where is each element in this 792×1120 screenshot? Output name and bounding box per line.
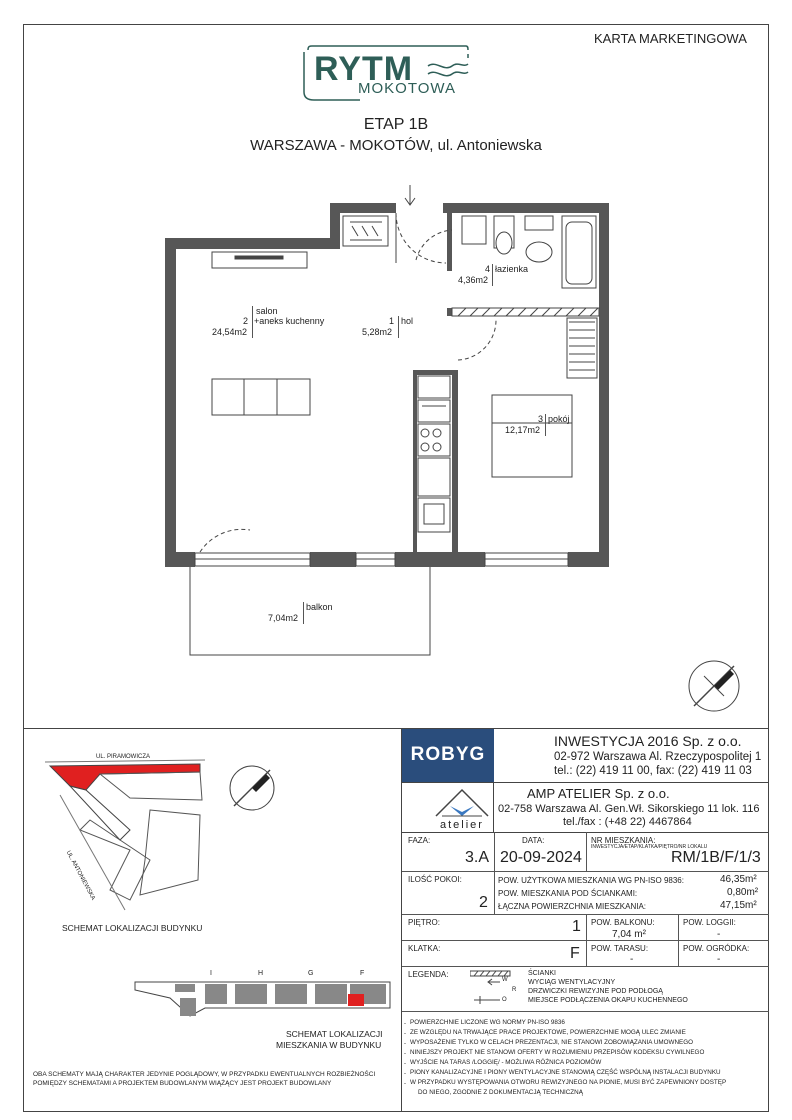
ogrodek-value: - — [717, 954, 721, 965]
disclaimer-line-1: OBA SCHEMATY MAJĄ CHARAKTER JEDYNIE POGLĄDOWY, W PRZYPADKU EWENTUALNYCH ROZBIEŻNOŚCI — [33, 1071, 376, 1078]
taras-value: - — [630, 954, 634, 965]
card-type: KARTA MARKETINGOWA — [594, 31, 747, 46]
note-4: NINIEJSZY PROJEKT NIE STANOWI OFERTY W ROZUMIENIU PRZEPISÓW KODEKSU CYWILNEGO — [410, 1049, 705, 1056]
room-salon-num: 2 — [243, 316, 249, 326]
architect-name: AMP ATELIER Sp. z o.o. — [527, 786, 670, 801]
note-3: WYPOSAŻENIE TYLKO W CELACH PREZENTACJI, NIE STANOWI ZOBOWIĄZANIA UMOWNEGO — [410, 1039, 694, 1046]
room-pokoj-area: 12,17m2 — [505, 425, 541, 435]
data-value: 20-09-2024 — [500, 849, 582, 866]
architect-phone: tel./fax : (+48 22) 4467864 — [563, 816, 692, 828]
room-lazienka-name: łazienka — [495, 264, 529, 274]
location-schema — [30, 740, 400, 940]
area-row-2-label: POW. MIESZKANIA POD ŚCIANKAMI: — [498, 889, 638, 898]
klatka-value: F — [570, 945, 580, 962]
street-antoniewska: UL. ANTONIEWSKA — [64, 850, 96, 902]
pietro-value: 1 — [572, 918, 581, 935]
area-row-1-label: POW. UŻYTKOWA MIESZKANIA WG PN-ISO 9836: — [498, 876, 684, 885]
room-lazienka-area: 4,36m2 — [458, 275, 489, 285]
nr-label: NR MIESZKANIA: — [591, 836, 656, 845]
legend-item-4: MIEJSCE PODŁĄCZENIA OKAPU KUCHENNEGO — [528, 997, 688, 1004]
room-balkon-area: 7,04m2 — [268, 613, 299, 623]
loggia-label: POW. LOGGII: — [683, 918, 736, 927]
ogrodek-label: POW. OGRÓDKA: — [683, 944, 750, 953]
location-schema-caption: SCHEMAT LOKALIZACJI BUDYNKU — [62, 923, 203, 933]
room-hol-area: 5,28m2 — [362, 327, 393, 337]
unit-schema-caption-2: MIESZKANIA W BUDYNKU — [276, 1040, 382, 1050]
note-5: WYJŚCIE NA TARAS /LOGGIĘ/ - MOŻLIWA RÓŻNICA POZIOMÓW — [410, 1059, 602, 1066]
section-label-g: G — [308, 970, 314, 977]
note-7: W PRZYPADKU WYSTĘPOWANIA OTWORU REWIZYJNEGO NA PIONIE, MUSI BYĆ ZAPEWNIONY DOSTĘP — [410, 1079, 727, 1086]
area-row-2-value: 0,80m² — [727, 887, 759, 898]
area-row-3-value: 47,15m² — [720, 900, 757, 911]
legend-item-1: ŚCIANKI — [528, 970, 557, 977]
robyg-logo-text: ROBYG — [410, 744, 486, 765]
loggia-value: - — [717, 929, 721, 940]
atelier-logo-text: atelier — [440, 819, 484, 831]
section-label-i: I — [210, 970, 212, 977]
section-label-h: H — [258, 970, 264, 977]
room-hol-num: 1 — [389, 316, 395, 326]
note-2: ZE WZGLĘDU NA TRWAJĄCE PRACE PROJEKTOWE, POWIERZCHNIE MOGĄ ULEC ZMIANIE — [410, 1029, 686, 1036]
room-salon-name2: +aneks kuchenny — [254, 316, 325, 326]
pokoje-label: ILOŚĆ POKOI: — [408, 875, 462, 884]
klatka-label: KLATKA: — [408, 944, 441, 953]
note-1: POWIERZCHNIE LICZONE WG NORMY PN-ISO 9836 — [410, 1019, 565, 1026]
location-title: WARSZAWA - MOKOTÓW, ul. Antoniewska — [250, 137, 542, 154]
logo-sub-text: MOKOTOWA — [358, 80, 456, 97]
investor-phone: tel.: (22) 419 11 00, fax: (22) 419 11 03 — [554, 765, 752, 777]
street-piramowicza: UL. PIRAMOWICZA — [96, 754, 151, 760]
area-row-3-label: ŁĄCZNA POWIERZCHNIA MIESZKANIA: — [498, 902, 647, 911]
unit-schema — [30, 968, 400, 1028]
architect-address: 02-758 Warszawa Al. Gen.Wł. Sikorskiego 11 lok. 116 — [498, 803, 760, 815]
room-salon-area: 24,54m2 — [212, 327, 248, 337]
room-salon-name: salon — [256, 306, 278, 316]
note-bullets: - - - - - - - — [404, 1021, 406, 1087]
legend-item-3: DRZWICZKI REWIZYJNE POD PODŁOGĄ — [528, 988, 663, 995]
note-6: PIONY KANALIZACYJNE I PIONY WENTYLACYJNE STANOWIĄ CZĘŚĆ WSPÓLNĄ INSTALACJI BUDYNKU — [410, 1069, 721, 1076]
faza-label: FAZA: — [408, 836, 431, 845]
taras-label: POW. TARASU: — [591, 944, 649, 953]
room-balkon-name: balkon — [306, 602, 333, 612]
logo-main-text: RYTM — [314, 50, 414, 88]
room-hol-name: hol — [401, 316, 414, 326]
investor-name: INWESTYCJA 2016 Sp. z o.o. — [554, 733, 742, 749]
disclaimer-line-2: POMIĘDZY SCHEMATAMI A PROJEKTEM BUDOWLANYM WIĄŻĄCY JEST PROJEKT BUDOWLANY — [33, 1080, 332, 1087]
section-label-f: F — [360, 970, 365, 977]
room-pokoj-name: pokój — [548, 414, 570, 424]
nr-sublabel: INWESTYCJA/ETAP/KLATKA/PIĘTRO/NR LOKALU — [591, 844, 708, 850]
unit-schema-caption-1: SCHEMAT LOKALIZACJI — [286, 1029, 383, 1039]
legend-title: LEGENDA: — [408, 970, 449, 979]
stage-title: ETAP 1B — [363, 116, 429, 133]
room-pokoj-num: 3 — [538, 414, 544, 424]
pokoje-value: 2 — [479, 894, 488, 911]
room-lazienka-num: 4 — [485, 264, 491, 274]
balkon-value: 7,04 m² — [612, 929, 646, 940]
area-row-1-value: 46,35m² — [720, 874, 757, 885]
faza-value: 3.A — [465, 849, 490, 866]
legend-symbol-o: O — [502, 997, 507, 1003]
legend-symbols — [470, 968, 530, 1008]
data-label: DATA: — [522, 836, 545, 845]
compass-icon — [689, 661, 739, 711]
robyg-logo — [402, 729, 494, 783]
legend-symbol-w: W — [502, 977, 508, 983]
investor-address: 02-972 Warszawa Al. Rzeczypospolitej 1 — [554, 751, 762, 763]
legend-item-2: WYCIĄG WENTYLACYJNY — [528, 979, 616, 986]
pietro-label: PIĘTRO: — [408, 918, 441, 927]
atelier-logo — [432, 786, 492, 834]
note-8: DO NIEGO, ZGODNIE Z DOKUMENTACJĄ TECHNICZNĄ — [418, 1089, 583, 1096]
legend-symbol-r: R — [512, 987, 517, 993]
balkon-label: POW. BALKONU: — [591, 918, 655, 927]
nr-value: RM/1B/F/1/3 — [671, 849, 761, 866]
